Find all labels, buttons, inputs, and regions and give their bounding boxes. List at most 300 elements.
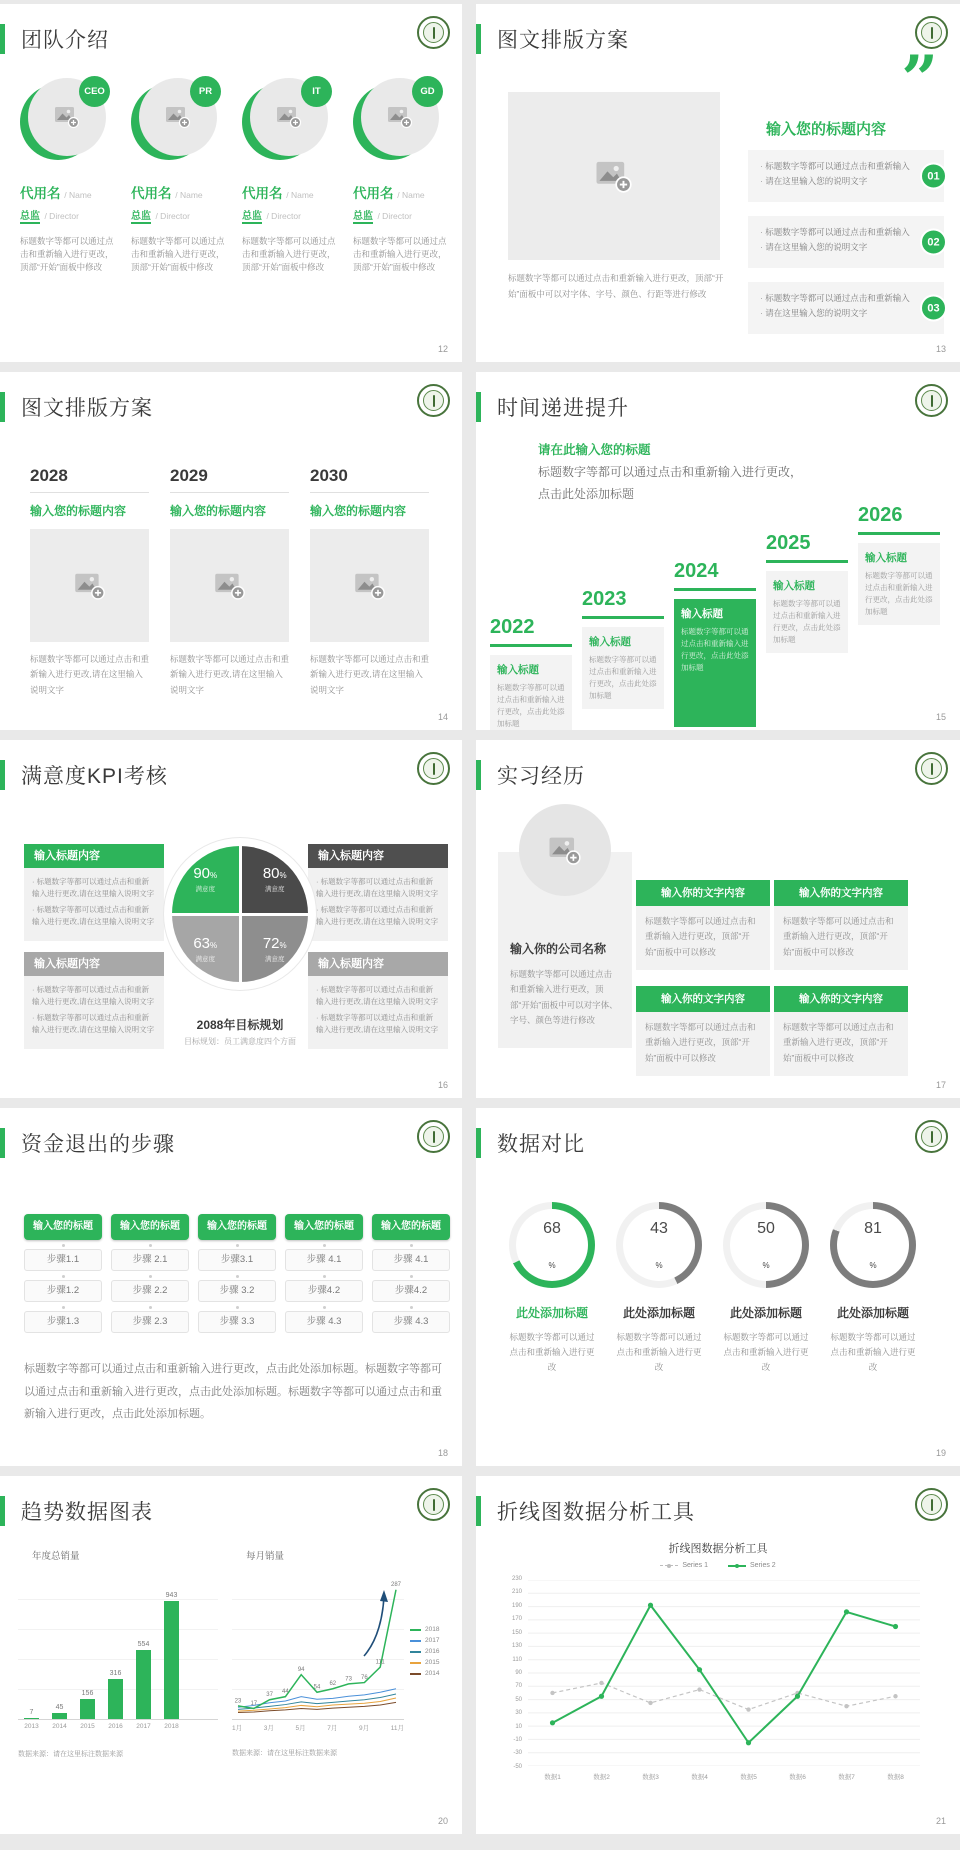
donut-label: 此处添加标题 — [836, 1306, 909, 1320]
emblem-logo-icon — [417, 752, 450, 785]
company-desc: 标题数字等都可以通过点击和重新输入进行更改，顶部“开始”面板中可以对字体、字号、颜色等进行修改 — [510, 969, 618, 1025]
bullet-text: · 请在这里输入您的说明文字 — [760, 306, 914, 321]
bullet-text: · 标题数字等都可以通过点击和重新输入进行更改,请在这里输入说明文字 — [32, 904, 156, 927]
list-item: 2016 — [108, 1723, 123, 1730]
kpi-box-header: 输入标题内容 — [24, 952, 164, 976]
avatar — [131, 76, 219, 162]
svg-text:94: 94 — [297, 1667, 305, 1674]
emblem-logo-icon — [915, 1120, 948, 1153]
member-desc: 标题数字等都可以通过点击和重新输入进行更改，顶部“开始”面板中修改 — [353, 236, 447, 273]
legend-marker-series2 — [728, 1565, 746, 1567]
card-body: 标题数字等都可以通过点击和重新输入进行更改，顶部“开始”面板中可以修改 — [774, 1012, 908, 1076]
bar-chart — [18, 1548, 218, 1759]
list-item: 数据2 — [593, 1774, 610, 1781]
column-caption: 标题数字等都可以通过点击和重新输入进行更改,请在这里输入说明文字 — [30, 654, 150, 695]
timeline-box — [766, 571, 848, 653]
list-item: 步骤1.1 — [24, 1249, 102, 1271]
slide-title: 图文排版方案 — [497, 29, 629, 52]
image-placeholder-icon — [214, 571, 246, 601]
member-role: 总监 / Director — [242, 211, 301, 222]
bar-value: 156 — [81, 1690, 94, 1698]
list-item: -50 — [513, 1763, 522, 1770]
image-placeholder-icon — [54, 105, 80, 129]
slide-title: 数据对比 — [497, 1133, 585, 1156]
legend-label: 2016 — [425, 1648, 440, 1655]
steps-table — [24, 1214, 450, 1333]
line-chart-legend — [410, 1626, 450, 1681]
page-number: 14 — [437, 712, 448, 722]
trend-arrowhead-icon — [380, 1590, 388, 1602]
emblem-logo-icon — [417, 1120, 450, 1153]
accent-bar — [476, 24, 481, 54]
slide-image-text-layout-2[interactable] — [0, 372, 462, 730]
slide-data-compare[interactable] — [476, 1108, 960, 1466]
list-item: 步骤4.2 — [285, 1280, 363, 1302]
slide-internship[interactable] — [476, 740, 960, 1098]
member-desc: 标题数字等都可以通过点击和重新输入进行更改，顶部“开始”面板中修改 — [20, 236, 114, 273]
list-item: 数据7 — [838, 1774, 855, 1781]
year-column — [170, 466, 289, 698]
legend-label: 2015 — [425, 1659, 440, 1666]
image-placeholder-icon — [276, 105, 302, 129]
year-label: 2030 — [310, 466, 429, 493]
pie-quadrant: 63% 满意度 — [172, 916, 239, 983]
bullet-text: · 标题数字等都可以通过点击和重新输入进行更改,请在这里输入说明文字 — [316, 904, 440, 927]
page-number: 15 — [935, 712, 946, 722]
list-item: 数据6 — [789, 1774, 806, 1781]
bullet-text: · 标题数字等都可以通过点击和重新输入进行更改,请在这里输入说明文字 — [316, 876, 440, 899]
bar-value: 943 — [165, 1592, 178, 1599]
monthly-line-chart — [232, 1548, 450, 1758]
list-item: 1月 — [232, 1725, 243, 1732]
kpi-pie-chart — [172, 846, 308, 982]
steps-column — [372, 1214, 450, 1333]
bullet-text: · 标题数字等都可以通过点击和重新输入进行更改,请在这里输入说明文字 — [316, 1012, 440, 1035]
steps-cells — [372, 1249, 450, 1333]
member-desc: 标题数字等都可以通过点击和重新输入进行更改，顶部“开始”面板中修改 — [242, 236, 336, 273]
list-item: 数据1 — [544, 1774, 561, 1781]
slide-title: 满意度KPI考核 — [21, 765, 168, 788]
box-text: 标题数字等都可以通过点击和重新输入进行更改，点击此处添加标题 — [865, 571, 933, 616]
legend-label: 2017 — [425, 1637, 440, 1644]
timeline-year: 2024 — [674, 560, 719, 582]
accent-bar — [476, 760, 481, 790]
year-label: 2028 — [30, 466, 149, 493]
timeline-box — [490, 655, 572, 730]
text-card — [636, 986, 770, 1076]
card-header: 输入你的文字内容 — [774, 986, 908, 1012]
svg-text:17: 17 — [250, 1701, 258, 1708]
list-item: 步骤 3.3 — [198, 1311, 276, 1333]
svg-text:44: 44 — [282, 1689, 289, 1696]
avatar — [353, 76, 441, 162]
legend-marker — [410, 1662, 421, 1664]
legend-label: Series 2 — [750, 1562, 776, 1569]
list-item: 步骤4.2 — [372, 1280, 450, 1302]
bar — [108, 1679, 123, 1719]
member-name: 代用名 / Name — [131, 186, 203, 201]
kpi-box-body — [24, 868, 164, 941]
year-columns — [30, 466, 429, 698]
avatar — [242, 76, 330, 162]
donut-label: 此处添加标题 — [729, 1306, 802, 1320]
card-header: 输入你的文字内容 — [636, 986, 770, 1012]
kpi-box-body — [308, 868, 448, 941]
slide-title: 图文排版方案 — [21, 397, 153, 420]
slide-image-text-layout-1[interactable] — [476, 4, 960, 362]
bar-value: 45 — [55, 1704, 64, 1712]
data-source: 数据来源：请在这里标注数据来源 — [18, 1751, 123, 1758]
pie-quadrant: 90% 满意度 — [172, 846, 239, 913]
list-item: 步骤 2.2 — [111, 1280, 189, 1302]
company-name: 输入你的公司名称 — [510, 942, 607, 956]
accent-bar — [0, 1496, 5, 1526]
slide-line-analysis[interactable] — [476, 1476, 960, 1834]
role-badge: IT — [301, 76, 332, 107]
bullet-text: · 标题数字等都可以通过点击和重新输入进行更改,请在这里输入说明文字 — [32, 1012, 156, 1035]
line-x-labels — [232, 1720, 404, 1732]
timeline-year: 2022 — [490, 616, 535, 638]
steps-column — [24, 1214, 102, 1333]
section-heading: 输入您的标题内容 — [766, 121, 887, 138]
list-item: 7月 — [327, 1725, 338, 1732]
bar-chart-plot — [18, 1570, 218, 1720]
bar-chart-title: 年度总销量 — [32, 1551, 80, 1562]
list-item: 步骤 2.1 — [111, 1249, 189, 1271]
bar — [136, 1650, 151, 1719]
list-item: 步骤 4.1 — [372, 1249, 450, 1271]
timeline-subtitle: 请在此输入您的标题 — [538, 443, 651, 457]
card-header: 输入你的文字内容 — [636, 880, 770, 906]
accent-bar — [476, 392, 481, 422]
list-card — [748, 216, 944, 268]
kpi-box-header: 输入标题内容 — [308, 844, 448, 868]
number-badge: 01 — [920, 163, 947, 190]
kpi-box — [24, 952, 164, 1049]
list-item: 数据8 — [887, 1774, 904, 1781]
bullet-text: · 请在这里输入您的说明文字 — [760, 240, 914, 255]
list-item: 190 — [511, 1602, 522, 1609]
slide-timeline[interactable] — [476, 372, 960, 730]
bullet-text: · 标题数字等都可以通过点击和重新输入 — [760, 225, 914, 240]
column-heading: 输入您的标题内容 — [310, 504, 407, 518]
bar-value: 316 — [109, 1670, 122, 1678]
text-card — [774, 986, 908, 1076]
legend-marker — [410, 1629, 421, 1631]
page-number: 20 — [437, 1816, 448, 1826]
image-placeholder-icon — [548, 835, 582, 866]
bullet-text: · 请在这里输入您的说明文字 — [760, 174, 914, 189]
list-item: 30 — [515, 1710, 522, 1717]
box-title: 输入标题 — [681, 608, 723, 620]
accent-bar — [476, 1128, 481, 1158]
line-chart-title: 每月销量 — [246, 1551, 285, 1562]
timeline — [490, 504, 946, 730]
member-name: 代用名 / Name — [353, 186, 425, 201]
emblem-logo-icon — [417, 1488, 450, 1521]
box-title: 输入标题 — [773, 580, 815, 592]
slide-title: 实习经历 — [497, 765, 585, 788]
list-item: 2015 — [80, 1723, 95, 1730]
accent-bar — [0, 1128, 5, 1158]
svg-text:76: 76 — [361, 1675, 368, 1682]
card-body: 标题数字等都可以通过点击和重新输入进行更改，顶部“开始”面板中可以修改 — [774, 906, 908, 970]
member-name: 代用名 / Name — [20, 186, 92, 201]
list-item: 步骤 2.3 — [111, 1311, 189, 1333]
year-label: 2029 — [170, 466, 289, 493]
legend-marker — [410, 1651, 421, 1653]
bullet-text: · 标题数字等都可以通过点击和重新输入 — [760, 159, 914, 174]
team-member — [353, 76, 454, 275]
list-item: 10 — [515, 1723, 522, 1730]
pie-quadrant: 72% 满意度 — [242, 916, 309, 983]
steps-column — [285, 1214, 363, 1333]
slide-title: 时间递进提升 — [497, 397, 629, 420]
donut-item — [508, 1202, 596, 1375]
box-text: 标题数字等都可以通过点击和重新输入进行更改，点击此处添加标题 — [773, 599, 841, 644]
kpi-box — [24, 844, 164, 941]
timeline-box — [674, 599, 756, 727]
slide-fund-exit-steps[interactable] — [0, 1108, 462, 1466]
image-placeholder-icon — [165, 105, 191, 129]
image-placeholder-icon — [387, 105, 413, 129]
steps-header: 输入您的标题 — [111, 1214, 189, 1240]
emblem-logo-icon — [417, 16, 450, 49]
list-item: 210 — [511, 1589, 522, 1596]
bullet-text: · 标题数字等都可以通过点击和重新输入进行更改,请在这里输入说明文字 — [32, 984, 156, 1007]
role-badge: PR — [190, 76, 221, 107]
column-heading: 输入您的标题内容 — [30, 504, 127, 518]
svg-text:73: 73 — [345, 1676, 352, 1683]
bar-value: 7 — [29, 1709, 34, 1717]
image-placeholder-icon — [74, 571, 106, 601]
timeline-box — [582, 627, 664, 709]
timeline-box — [858, 543, 940, 625]
card-header: 输入你的文字内容 — [774, 880, 908, 906]
svg-text:287: 287 — [390, 1582, 402, 1589]
accent-bar — [476, 1496, 481, 1526]
donut-ring: 50 % — [723, 1202, 809, 1288]
year-column — [30, 466, 149, 698]
page-number: 12 — [437, 344, 448, 354]
list-card — [748, 282, 944, 334]
timeline-step — [582, 588, 664, 709]
page-number: 17 — [935, 1080, 946, 1090]
list-item: 步骤 4.3 — [285, 1311, 363, 1333]
slide-title: 折线图数据分析工具 — [497, 1501, 695, 1524]
emblem-logo-icon — [915, 16, 948, 49]
list-item: 步骤 3.2 — [198, 1280, 276, 1302]
list-item: -30 — [513, 1750, 522, 1757]
donut-charts — [508, 1202, 917, 1375]
list-item: -10 — [513, 1737, 522, 1744]
donut-ring: 81 % — [830, 1202, 916, 1288]
list-item: 步骤1.2 — [24, 1280, 102, 1302]
slide-title: 团队介绍 — [21, 29, 109, 52]
page-number: 18 — [437, 1448, 448, 1458]
emblem-logo-icon — [417, 384, 450, 417]
list-item: 2018 — [164, 1723, 179, 1730]
steps-cells — [285, 1249, 363, 1333]
kpi-box-header: 输入标题内容 — [308, 952, 448, 976]
bullet-text: · 标题数字等都可以通过点击和重新输入进行更改,请在这里输入说明文字 — [32, 876, 156, 899]
quote-icon: ” — [901, 48, 938, 90]
column-caption: 标题数字等都可以通过点击和重新输入进行更改,请在这里输入说明文字 — [170, 654, 290, 695]
box-text: 标题数字等都可以通过点击和重新输入进行更改，点击此处添加标题 — [681, 627, 749, 672]
page-number: 21 — [935, 1816, 946, 1826]
image-placeholder-circle — [519, 804, 611, 896]
list-item: 70 — [515, 1683, 522, 1690]
steps-header: 输入您的标题 — [24, 1214, 102, 1240]
slide-header — [0, 24, 109, 54]
list-item: 数据3 — [642, 1774, 659, 1781]
y-axis-labels — [500, 1576, 522, 1770]
emblem-logo-icon — [915, 1488, 948, 1521]
list-item: 50 — [515, 1696, 522, 1703]
list-item: 2014 — [52, 1723, 67, 1730]
page-number: 13 — [935, 344, 946, 354]
team-member — [242, 76, 343, 275]
list-item: 90 — [515, 1669, 522, 1676]
card-body: 标题数字等都可以通过点击和重新输入进行更改，顶部“开始”面板中可以修改 — [636, 906, 770, 970]
emblem-logo-icon — [915, 752, 948, 785]
list-item: 步骤 4.1 — [285, 1249, 363, 1271]
accent-bar — [0, 392, 5, 422]
column-heading: 输入您的标题内容 — [170, 504, 267, 518]
list-item: 2017 — [136, 1723, 151, 1730]
slide-title: 资金退出的步骤 — [21, 1133, 175, 1156]
list-item: 170 — [511, 1616, 522, 1623]
timeline-rule — [674, 588, 756, 591]
timeline-year: 2025 — [766, 532, 811, 554]
list-item: 数据5 — [740, 1774, 757, 1781]
legend-marker — [410, 1640, 421, 1642]
bar — [52, 1713, 67, 1719]
line-chart-svg — [232, 1570, 404, 1720]
box-title: 输入标题 — [497, 664, 539, 676]
list-card — [748, 150, 944, 202]
slide-team-intro[interactable] — [0, 4, 462, 362]
trend-arrow-icon — [364, 1596, 384, 1656]
svg-text:54: 54 — [313, 1684, 321, 1691]
legend-label: Series 1 — [682, 1562, 708, 1569]
image-placeholder-icon — [595, 159, 633, 194]
list-item: 110 — [512, 1656, 522, 1663]
donut-item — [829, 1202, 917, 1375]
timeline-step — [766, 532, 848, 653]
chart-legend — [476, 1562, 960, 1569]
steps-header: 输入您的标题 — [285, 1214, 363, 1240]
year-column — [310, 466, 429, 698]
goal-title: 2088年目标规划 — [196, 1018, 284, 1032]
accent-bar — [0, 760, 5, 790]
avatar — [20, 76, 108, 162]
chart-title: 折线图数据分析工具 — [668, 1543, 768, 1555]
timeline-rule — [582, 616, 664, 619]
pie-quadrant: 80% 满意度 — [242, 846, 309, 913]
donut-body: 标题数字等都可以通过点击和重新输入进行更改 — [723, 1332, 809, 1372]
box-title: 输入标题 — [589, 636, 631, 648]
timeline-rule — [858, 532, 940, 535]
kpi-box-header: 输入标题内容 — [24, 844, 164, 868]
steps-cells — [24, 1249, 102, 1333]
donut-label: 此处添加标题 — [515, 1306, 588, 1320]
donut-body: 标题数字等都可以通过点击和重新输入进行更改 — [509, 1332, 595, 1372]
goal-subtitle: 目标规划：员工满意度四个方面 — [184, 1037, 296, 1046]
kpi-box — [308, 952, 448, 1049]
analysis-chart-svg — [528, 1580, 920, 1766]
image-placeholder — [310, 529, 429, 642]
team-members — [20, 76, 454, 275]
list-item: 230 — [511, 1576, 522, 1582]
list-item: 步骤3.1 — [198, 1249, 276, 1271]
bar — [164, 1601, 179, 1719]
column-caption: 标题数字等都可以通过点击和重新输入进行更改,请在这里输入说明文字 — [310, 654, 430, 695]
member-name: 代用名 / Name — [242, 186, 314, 201]
list-item: 130 — [511, 1643, 522, 1650]
list-item: 2013 — [24, 1723, 39, 1730]
bar-x-labels — [18, 1720, 218, 1733]
steps-column — [198, 1214, 276, 1333]
member-role: 总监 / Director — [353, 211, 412, 222]
timeline-year: 2023 — [582, 588, 627, 610]
list-item: 数据4 — [691, 1774, 708, 1781]
steps-header: 输入您的标题 — [372, 1214, 450, 1240]
steps-cells — [198, 1249, 276, 1333]
svg-text:37: 37 — [266, 1692, 273, 1699]
donut-body: 标题数字等都可以通过点击和重新输入进行更改 — [830, 1332, 916, 1372]
bullet-text: · 标题数字等都可以通过点击和重新输入进行更改,请在这里输入说明文字 — [316, 984, 440, 1007]
page-number: 19 — [935, 1448, 946, 1458]
team-member — [131, 76, 232, 275]
text-card — [636, 880, 770, 970]
timeline-rule — [766, 560, 848, 563]
slide-kpi[interactable] — [0, 740, 462, 1098]
legend-label: 2018 — [425, 1626, 440, 1633]
timeline-step-highlight — [674, 560, 756, 727]
timeline-step — [858, 504, 940, 625]
slide-trend-charts[interactable] — [0, 1476, 462, 1834]
list-item: 步骤 4.3 — [372, 1311, 450, 1333]
svg-text:62: 62 — [329, 1681, 337, 1688]
legend-marker-series1 — [660, 1565, 678, 1566]
timeline-rule — [490, 644, 572, 647]
steps-cells — [111, 1249, 189, 1333]
accent-bar — [0, 24, 5, 54]
line-chart-plot — [232, 1570, 404, 1720]
box-text: 标题数字等都可以通过点击和重新输入进行更改，点击此处添加标题 — [589, 655, 657, 700]
role-badge: CEO — [79, 76, 110, 107]
steps-column — [111, 1214, 189, 1333]
team-member — [20, 76, 121, 275]
data-source: 数据来源：请在这里标注数据来源 — [232, 1750, 337, 1757]
svg-text:111: 111 — [375, 1659, 385, 1666]
image-placeholder — [30, 529, 149, 642]
donut-ring: 68 % — [509, 1202, 595, 1288]
donut-label: 此处添加标题 — [622, 1306, 695, 1320]
list-item: 步骤1.3 — [24, 1311, 102, 1333]
timeline-year: 2026 — [858, 504, 903, 526]
svg-text:23: 23 — [234, 1698, 242, 1705]
list-item: 5月 — [295, 1725, 306, 1732]
donut-ring: 43 % — [616, 1202, 702, 1288]
card-body: 标题数字等都可以通过点击和重新输入进行更改，顶部“开始”面板中可以修改 — [636, 1012, 770, 1076]
member-desc: 标题数字等都可以通过点击和重新输入进行更改，顶部“开始”面板中修改 — [131, 236, 225, 273]
list-item: 3月 — [263, 1725, 274, 1732]
legend-label: 2014 — [425, 1670, 440, 1677]
image-placeholder — [508, 92, 720, 260]
list-item: 9月 — [359, 1725, 370, 1732]
